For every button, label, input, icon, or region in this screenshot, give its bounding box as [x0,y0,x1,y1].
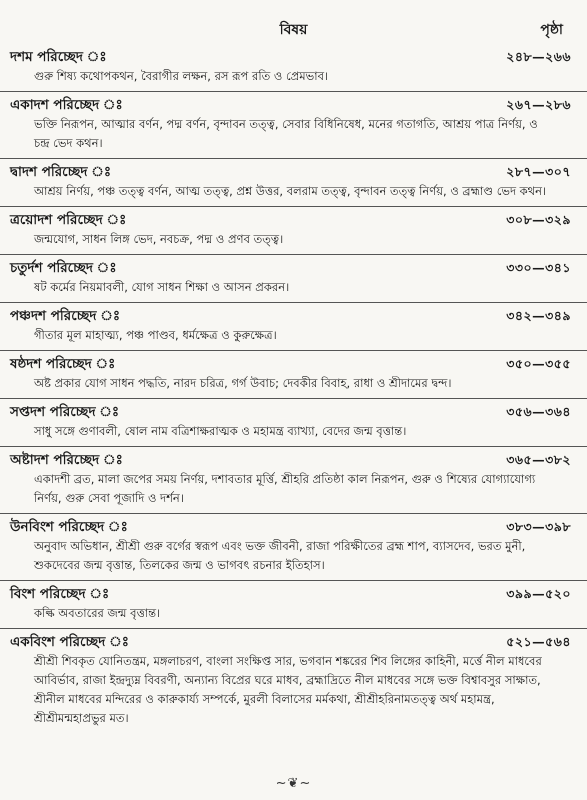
page-column-header: পৃষ্ঠা [540,22,563,38]
chapter-description: আশ্রয় নির্ণয়, পঞ্চ তত্ত্ব বর্ণন, আত্ম তত্ত্ব, প্রশ্ন উত্তর, বলরাম তত্ত্ব, বৃন্দাবন তত্ত্ব নির্ণয়, ও ব্রহ্মাণ্ড ভেদ কথন। [34,184,547,198]
chapter-pages: ৩৬৫—৩৮২ [506,452,571,467]
chapter-description: গীতার মূল মাহাত্ম্য, পঞ্চ পাণ্ডব, ধর্মক্ষেত্র ও কুরুক্ষেত্র। [34,328,277,342]
chapter-title: ষষ্ঠদশ পরিচ্ছেদ ঃ [10,356,116,372]
chapter-pages: ২৪৮—২৬৬ [506,49,571,64]
chapter-entry [0,206,587,254]
chapter-description: সাধু সঙ্গে গুণাবলী, ষোল নাম বত্রিশাক্ষরাত্মক ও মহামন্ত্র ব্যাখ্যা, বেদের জন্ম বৃত্তান্ত। [34,424,407,438]
chapter-description: জন্মযোগ, সাধন লিঙ্গ ভেদ, নবচক্র, পদ্ম ও প্রণব তত্ত্ব। [34,232,284,246]
chapter-pages: ৩৯৯—৫২০ [506,586,571,601]
chapter-entry [0,302,587,350]
chapter-pages: ৫২১—৫৬৪ [506,634,571,649]
chapter-description: ষট কর্মের নিয়মাবলী, যোগ সাধন শিক্ষা ও আসন প্রকরন। [34,280,290,294]
chapter-title: উনবিংশ পরিচ্ছেদ ঃ [10,519,128,535]
chapter-pages: ৩৫৬—৩৬৪ [506,404,571,419]
chapter-entry [0,91,587,158]
chapter-description: অষ্ট প্রকার যোগ সাধন পদ্ধতি, নারদ চরিত্র, গর্গ উবাচ; দেবকীর বিবাহ, রাধা ও শ্রীদামের দ্বন্দ। [34,376,452,390]
chapter-entry [0,513,587,580]
chapter-title: একাদশ পরিচ্ছেদ ঃ [10,97,123,113]
chapter-entry [0,446,587,513]
chapter-entry [0,350,587,398]
chapter-description: শ্রীশ্রী শিবকৃত যোনিতন্ত্রম, মঙ্গলাচরণ, বাংলা সংক্ষিপ্ত সার, ভগবান শঙ্করের শিব লিঙ্গের কাহিনী, মর্ত্তে নীল মাধবের আবির্ভাব, রাজা ইন্দ্রদ্যুম্ন বিবরণী, অন্যান্য বিপ্রের ঘরে মাধব, ব্রহ্মাদ্রিতে নীল মাধবের সঙ্গে ভক্ত বিশ্বাবসুর সাক্ষাত, শ্রীনীল মাধবের মন্দিরের ও কারুকার্য্য সম্পর্কে, মুরলী বিলাসের মর্মকথা, শ্রীশ্রীহরিনামতত্ত্ব অর্থ মহামন্ত্র, শ্রীশ্রীমন্মহাপ্রভুর মত। [34,654,542,725]
chapter-title: একবিংশ পরিচ্ছেদ ঃ [10,634,129,650]
chapter-pages: ৩৫০—৩৫৫ [506,356,571,371]
chapter-title: সপ্তদশ পরিচ্ছেদ ঃ [10,404,120,420]
chapter-pages: ৩০৮—৩২৯ [506,212,571,227]
chapter-entry [0,44,587,91]
chapter-description: কল্কি অবতারের জন্ম বৃত্তান্ত। [34,606,161,620]
chapter-pages: ৩৩০—৩৪১ [506,260,571,275]
subject-column-header: বিষয় [279,22,308,38]
chapter-title: দশম পরিচ্ছেদ ঃ [10,49,107,65]
chapter-title: চতুর্দশ পরিচ্ছেদ ঃ [10,260,117,276]
chapter-description: গুরু শিষ্য কথোপকথন, বৈরাগীর লক্ষন, রস রূপ রতি ও প্রেমভাব। [34,69,329,83]
chapter-pages: ৩৪২—৩৪৯ [506,308,571,323]
chapter-description: একাদশী ব্রত, মালা জপের সময় নির্ণয়, দশাবতার মূর্ত্তি, শ্রীহরি প্রতিষ্ঠা কাল নিরূপন, গুরু ও শিষ্যের যোগ্যাযোগ্য নির্ণয়, গুরু সেবা পূজাদি ও দর্শন। [34,472,536,505]
chapter-entry [0,580,587,628]
chapter-title: বিংশ পরিচ্ছেদ ঃ [10,586,110,602]
chapter-list [0,44,587,733]
chapter-title: দ্বাদশ পরিচ্ছেদ ঃ [10,164,112,180]
chapter-title: পঞ্চদশ পরিচ্ছেদ ঃ [10,308,121,324]
chapter-entry [0,254,587,302]
chapter-entry [0,398,587,446]
chapter-pages: ৩৮৩—৩৯৮ [506,519,571,534]
chapter-title: ত্রয়োদশ পরিচ্ছেদ ঃ [10,212,127,228]
chapter-pages: ২৬৭—২৮৬ [506,97,571,112]
chapter-entry [0,628,587,733]
footer-ornament: ~❦~ [275,776,312,791]
chapter-entry [0,158,587,206]
chapter-title: অষ্টাদশ পরিচ্ছেদ ঃ [10,452,123,468]
chapter-description: ভক্তি নিরূপন, আত্মার বর্ণন, পদ্ম বর্ণন, বৃন্দাবন তত্ত্ব, সেবার বিধিনিষেধ, মনের গতাগতি, আশ্রয় পাত্র নির্ণয়, ও চন্দ্র ভেদ কথন। [34,117,538,150]
chapter-description: অনুবাদ অভিধান, শ্রীশ্রী গুরু বর্গের স্বরূপ এবং ভক্ত জীবনী, রাজা পরিক্ষীতের ব্রহ্ম শাপ, ব্যাসদেব, ভরত মুনী, শুকদেবের জন্ম বৃত্তান্ত, তিলকের জন্ম ও ভাগবৎ রচনার ইতিহাস। [34,539,526,572]
chapter-pages: ২৮৭—৩০৭ [506,164,571,179]
